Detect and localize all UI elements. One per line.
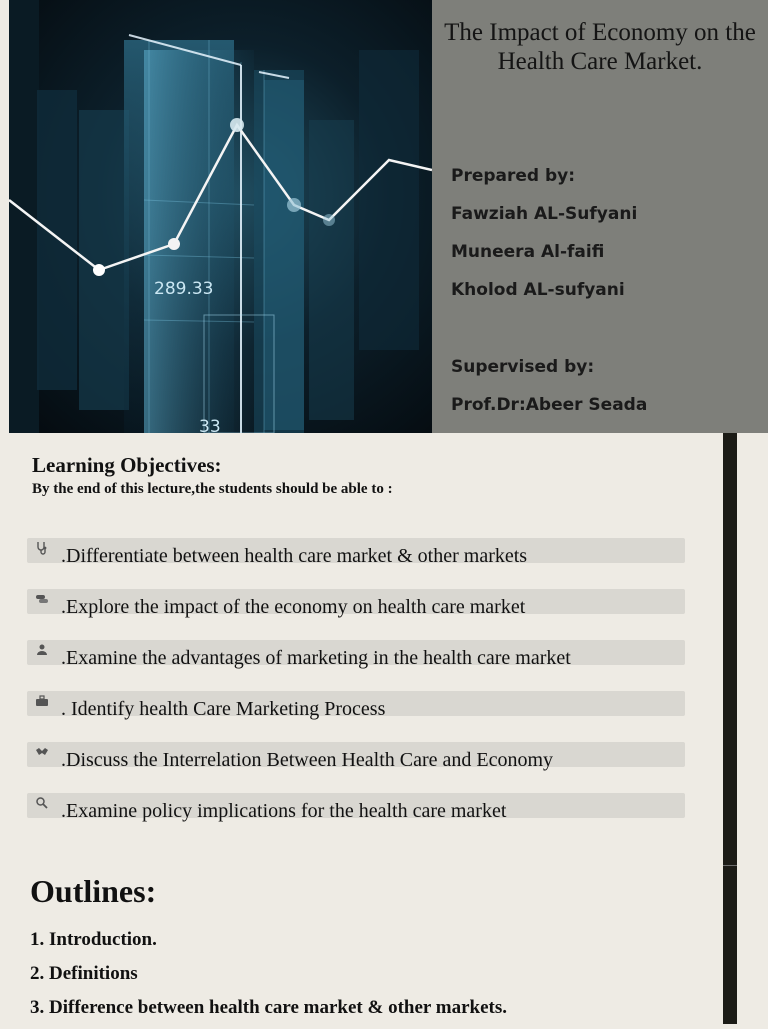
person-icon bbox=[35, 643, 49, 657]
objective-text: .Examine the advantages of marketing in the health care market bbox=[61, 647, 571, 669]
objective-text: .Discuss the Interrelation Between Health Care and Economy bbox=[61, 749, 554, 771]
objective-text: . Identify health Care Marketing Process bbox=[61, 698, 386, 720]
learning-objectives-subtitle: By the end of this lecture,the students should be able to : bbox=[32, 481, 393, 497]
accent-bar bbox=[723, 433, 737, 1024]
title-slide bbox=[0, 0, 768, 433]
handshake-icon bbox=[35, 745, 49, 759]
finance-chart-image bbox=[9, 0, 432, 433]
title-panel bbox=[432, 0, 768, 433]
list-item bbox=[27, 538, 685, 567]
pills-icon bbox=[35, 592, 49, 606]
prepared-by-label: Prepared by: bbox=[451, 166, 576, 186]
search-icon bbox=[35, 796, 49, 810]
author-name: Fawziah AL-Sufyani bbox=[451, 204, 638, 224]
author-name: Muneera Al-faifi bbox=[451, 242, 605, 262]
outlines-heading: Outlines: bbox=[30, 873, 157, 909]
ticker-value: 289.33 bbox=[154, 279, 214, 299]
supervised-by-label: Supervised by: bbox=[451, 357, 595, 377]
learning-objectives-heading: Learning Objectives: bbox=[32, 453, 222, 477]
list-item bbox=[27, 793, 685, 822]
list-item bbox=[27, 640, 685, 669]
objectives-list bbox=[27, 538, 685, 844]
credits-block bbox=[451, 163, 647, 430]
briefcase-icon bbox=[35, 694, 49, 708]
list-item bbox=[27, 589, 685, 618]
ticker-value-partial: 33 bbox=[199, 417, 221, 433]
outline-item: 1. Introduction. bbox=[30, 929, 157, 950]
list-item bbox=[27, 742, 685, 771]
outline-list bbox=[30, 927, 507, 1029]
supervisor-name: Prof.Dr:Abeer Seada bbox=[451, 395, 648, 415]
author-name: Kholod AL-sufyani bbox=[451, 280, 625, 300]
outline-item: 3. Difference between health care market & other markets. bbox=[30, 997, 507, 1018]
divider bbox=[723, 865, 737, 866]
outline-item: 2. Definitions bbox=[30, 963, 138, 984]
stethoscope-icon bbox=[35, 541, 49, 555]
objective-text: .Examine policy implications for the health care market bbox=[61, 800, 507, 822]
objective-text: .Differentiate between health care market & other markets bbox=[61, 545, 528, 567]
objective-text: .Explore the impact of the economy on health care market bbox=[61, 596, 526, 618]
list-item bbox=[27, 691, 685, 720]
presentation-title: The Impact of Economy on the Health Care Market. bbox=[444, 19, 756, 75]
objectives-slide bbox=[0, 433, 768, 1024]
